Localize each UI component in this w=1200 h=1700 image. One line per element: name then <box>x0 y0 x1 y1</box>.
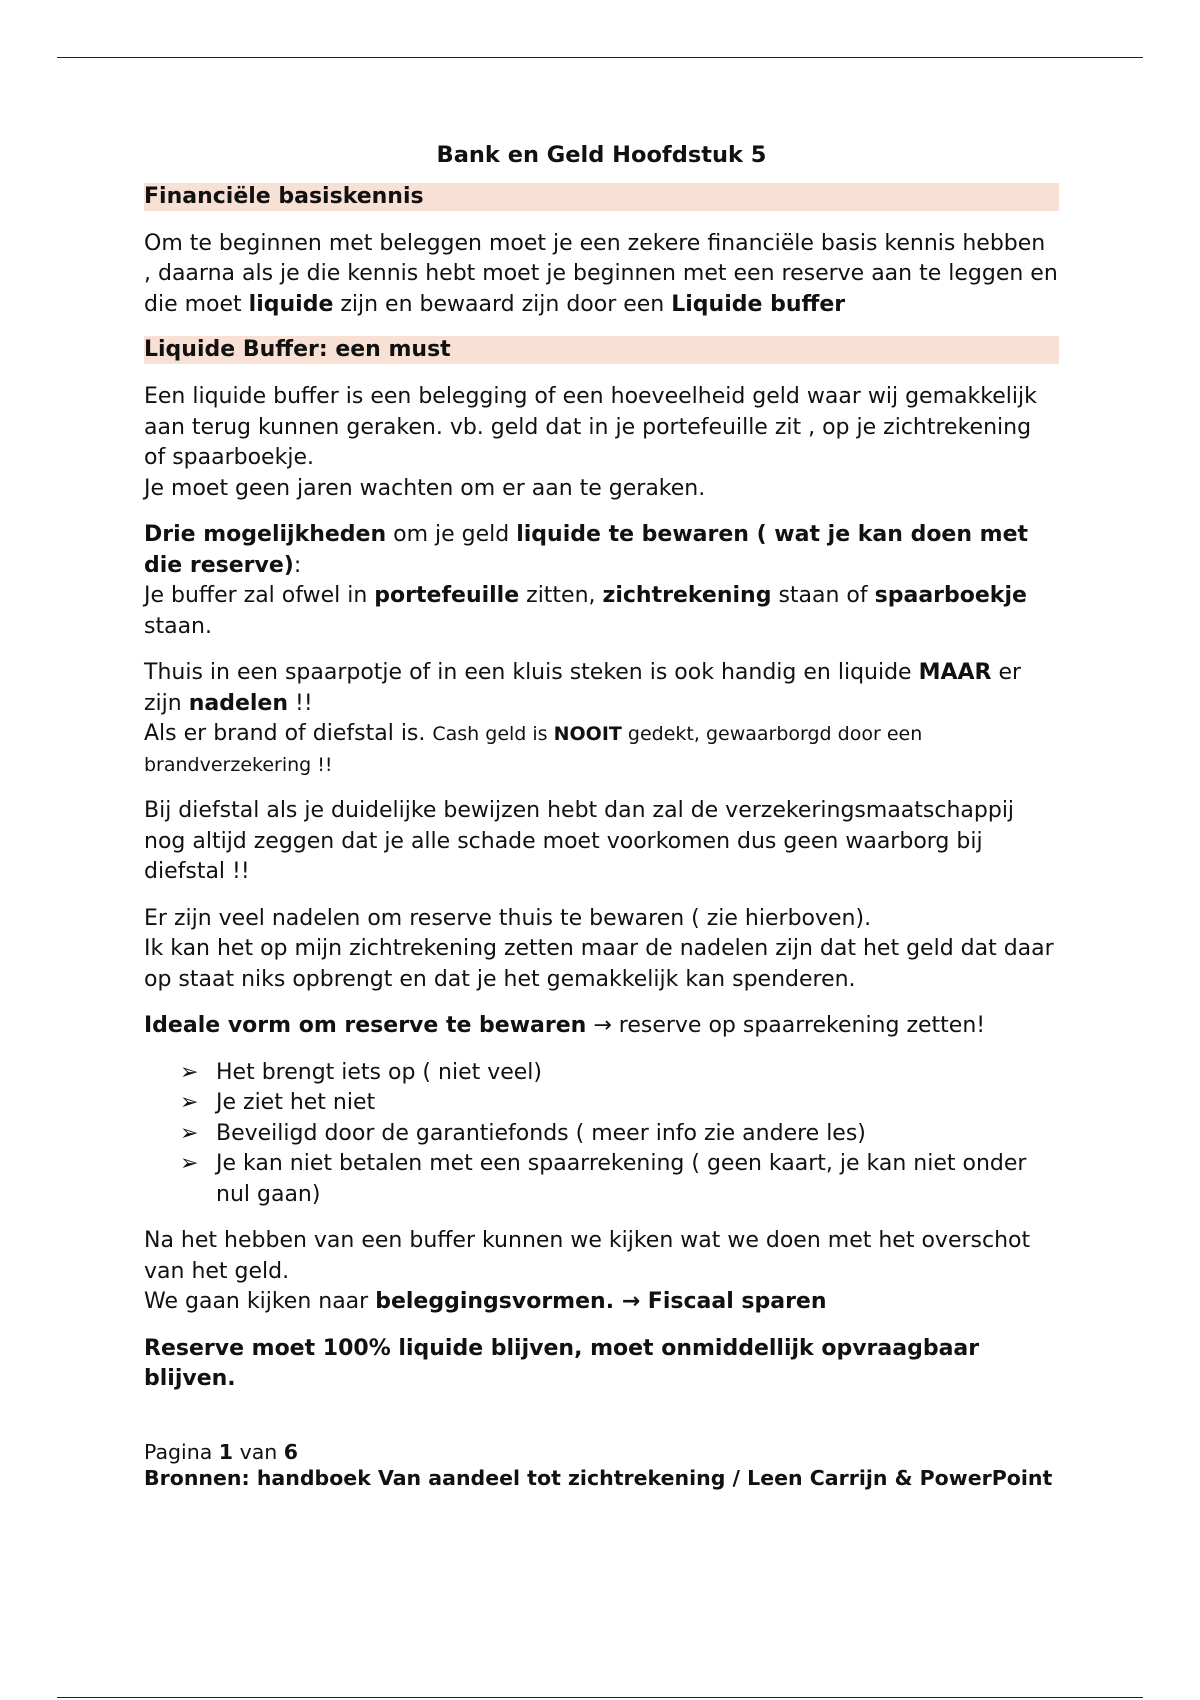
list-item-text: Je kan niet betalen met een spaarrekening ( geen kaart, je kan niet onder nul gaan) <box>216 1151 1027 1207</box>
page-number-label: Pagina <box>144 1439 219 1464</box>
paragraph-ideale-vorm <box>144 1011 1059 1042</box>
text-run: Je moet geen jaren wachten om er aan te geraken. <box>144 475 706 501</box>
list-item <box>180 1088 1059 1119</box>
sources-line: Bronnen: handboek Van aandeel tot zichtrekening / Leen Carrijn & PowerPoint <box>144 1465 1053 1490</box>
text-run: Als er brand of diefstal is. <box>144 721 433 746</box>
arrow-bullet-icon: ➢ <box>180 1059 199 1085</box>
list-item-text: Je ziet het niet <box>216 1090 376 1115</box>
bold-run: portefeuille <box>374 583 520 608</box>
arrow-bullet-icon: ➢ <box>180 1090 199 1115</box>
bold-run: spaarboekje <box>874 583 1027 608</box>
bold-run: beleggingsvormen. → Fiscaal sparen <box>375 1289 827 1314</box>
text-run: zijn en bewaard zijn door een <box>333 291 672 317</box>
paragraph-overschot <box>144 1226 1059 1318</box>
page-number-total: 6 <box>283 1439 299 1464</box>
header-rule <box>57 57 1143 58</box>
bold-run: liquide <box>248 291 334 317</box>
advantages-list <box>144 1058 1059 1211</box>
list-item-text: Het brengt iets op ( niet veel) <box>216 1059 543 1085</box>
paragraph-liquide-buffer <box>144 382 1059 504</box>
paragraph-drie-mogelijkheden <box>144 520 1059 642</box>
footer-rule <box>57 1697 1143 1698</box>
section-heading-basiskennis: Financiële basiskennis <box>144 183 1059 211</box>
text-run: → reserve op spaarrekening zetten! <box>586 1013 986 1038</box>
list-item <box>180 1149 1059 1210</box>
text-run: gedekt, gewaarborgd door een brandverzekering !! <box>144 723 923 776</box>
paragraph-intro <box>144 229 1059 321</box>
text-run: Je buffer zal ofwel in <box>144 583 375 608</box>
text-run: staan of <box>771 583 875 608</box>
arrow-bullet-icon: ➢ <box>180 1120 199 1146</box>
text-run: Een liquide buffer is een belegging of een hoeveelheid geld waar wij gemakkelijk aan terug kunnen geraken. vb. geld dat in je portefeuille zit , op je zichtrekening of spaarboekje. <box>144 384 1037 470</box>
paragraph-nadelen <box>144 658 1059 780</box>
bold-run: Liquide buffer <box>671 291 846 317</box>
text-run: Er zijn veel nadelen om reserve thuis te bewaren ( zie hierboven). <box>144 905 872 931</box>
text-run: Ik kan het op mijn zichtrekening zetten maar de nadelen zijn dat het geld dat daar op staat niks opbrengt en dat je het gemakkelijk kan spenderen. <box>144 936 1054 992</box>
text-run: Cash geld is <box>432 723 554 745</box>
paragraph-diefstal: Bij diefstal als je duidelijke bewijzen hebt dan zal de verzekeringsmaatschappij nog altijd zeggen dat je alle schade moet voorkomen dus geen waarborg bij diefstal !! <box>144 798 1015 884</box>
document-body <box>144 140 1059 1491</box>
page-number-current: 1 <box>218 1439 234 1464</box>
text-run: Thuis in een spaarpotje of in een kluis steken is ook handig en liquide <box>144 660 919 685</box>
bold-run: liquide te bewaren ( wat je kan doen met die reserve) <box>144 522 1029 578</box>
list-item-text: Beveiligd door de garantiefonds ( meer info zie andere les) <box>216 1120 866 1146</box>
bold-run: Ideale vorm om reserve te bewaren <box>144 1013 587 1038</box>
page-footer <box>144 1439 1059 1491</box>
paragraph-reserve-thuis <box>144 904 1059 996</box>
text-run: staan. <box>144 613 212 639</box>
bold-run: Drie mogelijkheden <box>144 522 387 547</box>
bold-run: MAAR <box>918 660 992 685</box>
text-run: zitten, <box>519 583 603 608</box>
bold-run: NOOIT <box>553 723 622 745</box>
text-run: er zijn <box>144 660 1022 716</box>
paragraph-reserve-liquide <box>144 1334 1059 1395</box>
text-run: Na het hebben van een buffer kunnen we kijken wat we doen met het overschot van het geld. <box>144 1228 1031 1284</box>
arrow-bullet-icon: ➢ <box>180 1151 199 1176</box>
list-item <box>180 1119 1059 1150</box>
text-run: Om te beginnen met beleggen moet je een zekere financiële basis kennis hebben , daarna als je die kennis hebt moet je beginnen met een reserve aan te leggen en die moet <box>144 230 1058 317</box>
section-heading-liquide-buffer: Liquide Buffer: een must <box>144 336 1059 364</box>
bold-run: zichtrekening <box>602 583 772 608</box>
list-item <box>180 1058 1059 1089</box>
text-run: om je geld <box>386 522 517 547</box>
text-run: We gaan kijken naar <box>144 1289 376 1314</box>
page-number-label: van <box>233 1439 284 1464</box>
bold-run: nadelen <box>188 690 289 716</box>
bold-run: Reserve moet 100% liquide blijven, moet onmiddellijk opvraagbaar blijven. <box>144 1335 980 1391</box>
text-run: : <box>293 552 302 578</box>
text-run: !! <box>288 690 313 716</box>
document-title: Bank en Geld Hoofdstuk 5 <box>436 142 767 168</box>
